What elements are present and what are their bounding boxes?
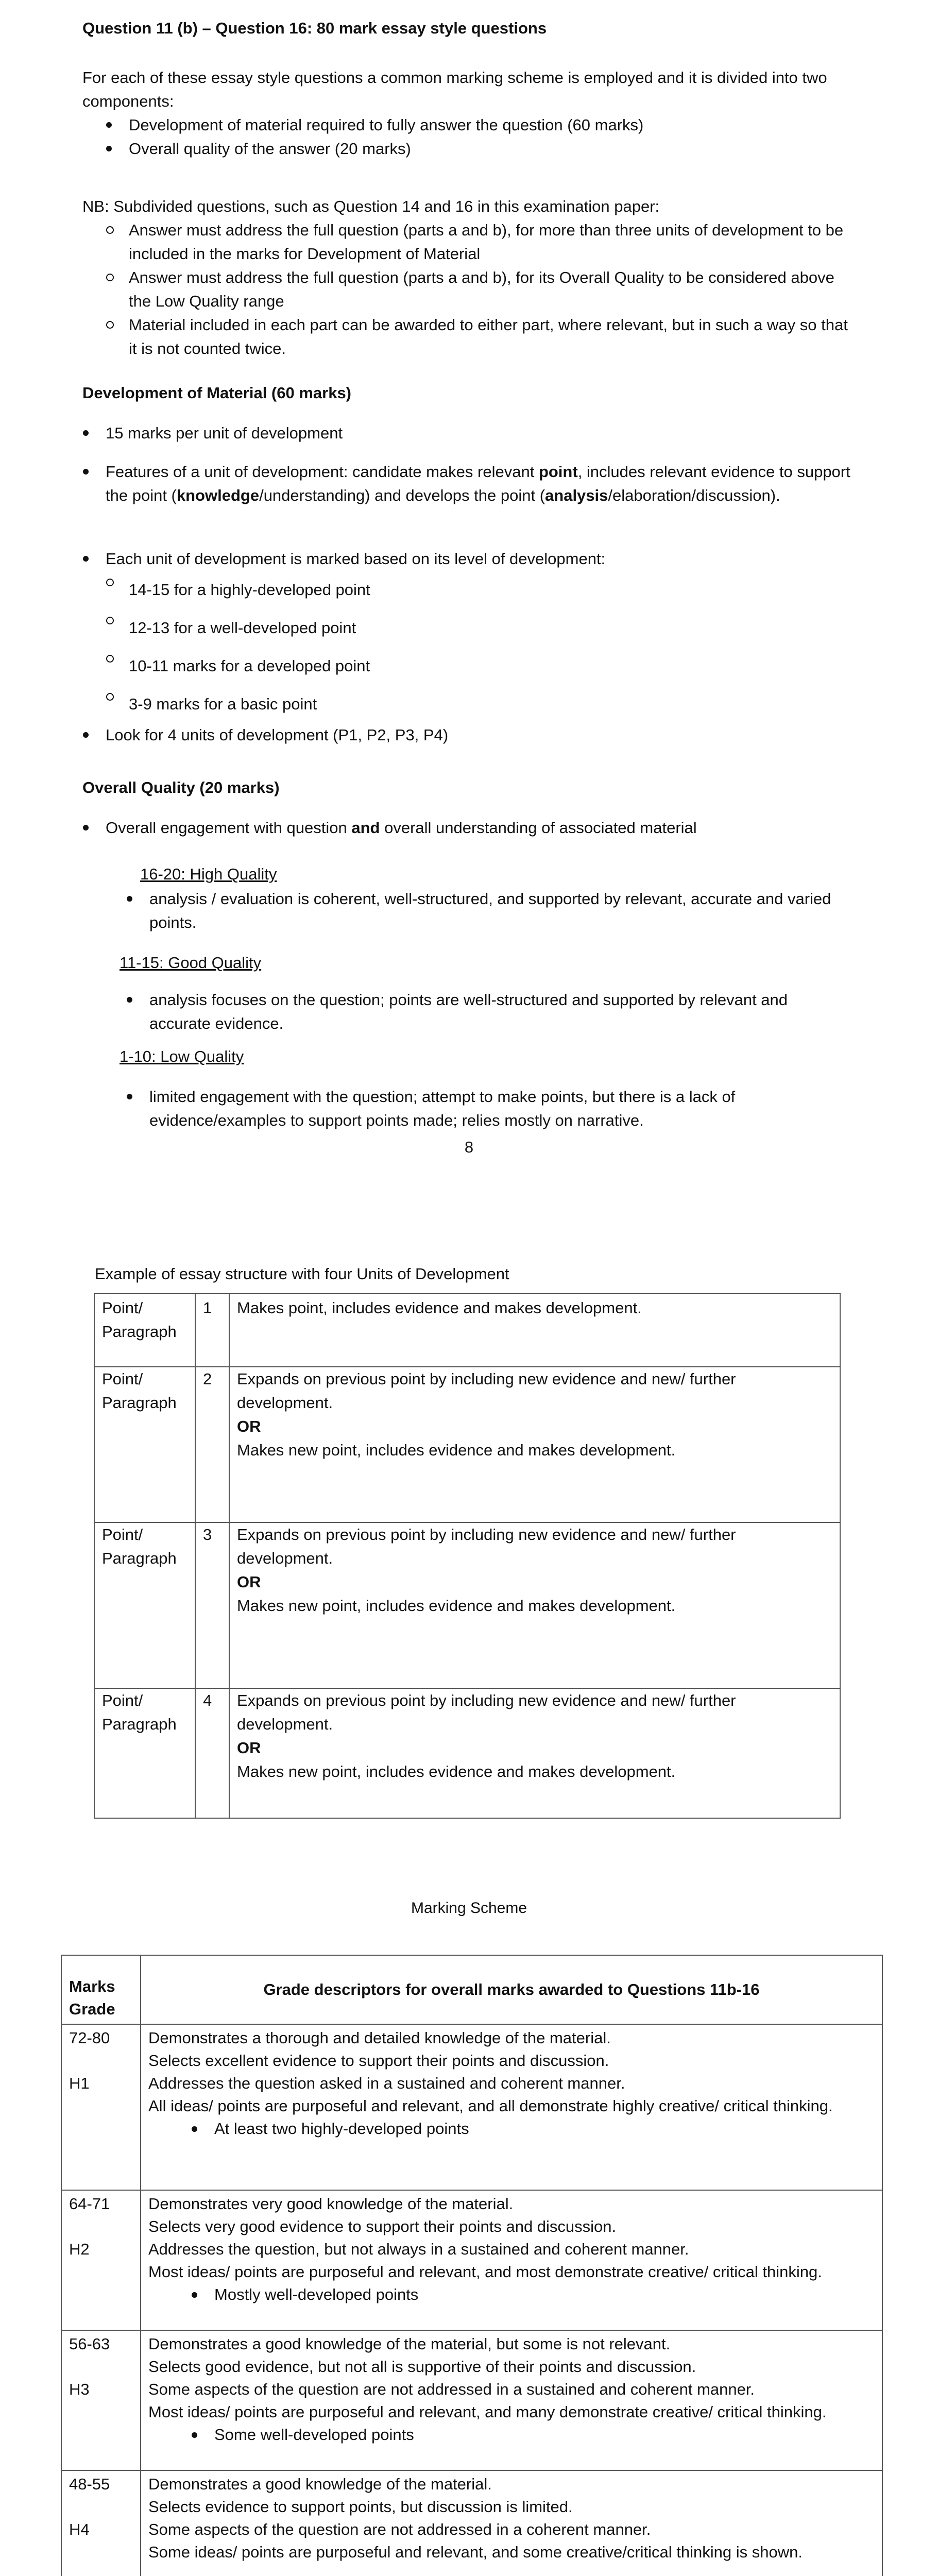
table-row (61, 2190, 882, 2330)
units-list (106, 723, 852, 747)
point-number: 2 (195, 1367, 229, 1522)
intro-paragraph: For each of these essay style questions a common marking scheme is employed and it is divided into two components: (82, 69, 827, 110)
marks-cell: 72-80 H1 (61, 2024, 141, 2190)
list-item: Answer must address the full question (parts a and b), for more than three units of development to be included in the marks for Development of Material (129, 218, 850, 266)
point-label: Point/ Paragraph (94, 1688, 195, 1818)
page-number: 8 (464, 1138, 474, 1156)
table-row (94, 1688, 840, 1818)
marks-cell: 64-71 H2 (61, 2190, 141, 2330)
list-item: Mostly well-developed points (214, 2283, 875, 2306)
table-row (61, 2470, 882, 2576)
example-title: Example of essay structure with four Units of Development (95, 1265, 509, 1283)
overall-list (106, 816, 852, 840)
descriptors-header: Grade descriptors for overall marks awarded to Questions 11b-16 (141, 1955, 882, 2024)
point-label: Point/ Paragraph (94, 1294, 195, 1367)
good-quality-list (149, 988, 840, 1036)
point-label: Point/ Paragraph (94, 1367, 195, 1522)
list-item: Answer must address the full question (parts a and b), for its Overall Quality to be considered above the Low Quality range (129, 266, 850, 313)
table-row (94, 1522, 840, 1688)
list-item: limited engagement with the question; attempt to make points, but there is a lack of evidence/examples to support points made; relies mostly on narrative. (149, 1085, 840, 1132)
development-unit-features (106, 460, 852, 507)
descriptor-cell: Demonstrates a thorough and detailed knowledge of the material. Selects excellent evidence to support their points and discussion. Addresses the question asked in a sustained and coherent manner. All ideas/ points are purposeful and relevant, and all demonstrate highly creative/ critical thinking. At least two highly-developed points (141, 2024, 882, 2190)
descriptor-cell: Demonstrates a good knowledge of the material. Selects evidence to support points, but discussion is limited. Some aspects of the question are not addressed in a coherent manner. Some ideas/ points are purposeful and relevant, and some creative/critical thinking is shown. (141, 2470, 882, 2576)
descriptor-cell: Demonstrates very good knowledge of the material. Selects very good evidence to support their points and discussion. Addresses the question, but not always in a sustained and coherent manner. Most ideas/ points are purposeful and relevant, and most demonstrate creative/ critical thinking. Mostly well-developed points (141, 2190, 882, 2330)
development-heading: Development of Material (60 marks) (82, 384, 352, 402)
level-item: 14-15 for a highly-developed point (129, 571, 850, 609)
list-item: Overall engagement with question and overall understanding of associated material (106, 816, 852, 840)
list-item: analysis / evaluation is coherent, well-structured, and supported by relevant, accurate and varied points. (149, 887, 840, 935)
page-header-clip (0, 1900, 938, 1920)
components-list (129, 113, 850, 161)
high-quality-list (149, 887, 840, 935)
high-quality-label: 16-20: High Quality (140, 865, 277, 883)
nb-list (129, 218, 850, 361)
point-description: Expands on previous point by including new evidence and new/ further development. OR Makes new point, includes evidence and makes development. (229, 1688, 840, 1818)
list-item: At least two highly-developed points (214, 2117, 875, 2140)
marks-cell: 48-55 H4 (61, 2470, 141, 2576)
overall-heading: Overall Quality (20 marks) (82, 778, 280, 796)
level-item: 10-11 marks for a developed point (129, 647, 850, 685)
good-quality-label: 11-15: Good Quality (120, 954, 262, 972)
section-title: Question 11 (b) – Question 16: 80 mark essay style questions (82, 19, 547, 37)
page-header: Marking Scheme (411, 1900, 527, 1917)
point-description: Makes point, includes evidence and makes development. (229, 1294, 840, 1367)
list-item: Some well-developed points (214, 2424, 875, 2446)
level-item: 12-13 for a well-developed point (129, 609, 850, 647)
point-number: 3 (195, 1522, 229, 1688)
marks-cell: 56-63 H3 (61, 2330, 141, 2470)
list-item: Material included in each part can be awarded to either part, where relevant, but in such a way so that it is not counted twice. (129, 313, 850, 361)
low-quality-label: 1-10: Low Quality (120, 1047, 244, 1065)
list-item: Features of a unit of development: candidate makes relevant point, includes relevant evidence to support the point (knowledge/understanding) and develops the point (analysis/elaboration/discussion). (106, 460, 852, 507)
list-item: Overall quality of the answer (20 marks) (129, 137, 850, 161)
point-number: 4 (195, 1688, 229, 1818)
point-description: Expands on previous point by including new evidence and new/ further development. OR Makes new point, includes evidence and makes development. (229, 1522, 840, 1688)
table-row (61, 2330, 882, 2470)
list-item: Look for 4 units of development (P1, P2, P3, P4) (106, 723, 852, 747)
list-item: Each unit of development is marked based on its level of development: (106, 547, 852, 571)
example-table (94, 1293, 841, 1819)
descriptor-cell: Demonstrates a good knowledge of the material, but some is not relevant. Selects good evidence, but not all is supportive of their points and discussion. Some aspects of the question are not addressed in a sustained and coherent manner. Most ideas/ points are purposeful and relevant, and many demonstrate creative/ critical thinking. Some well-developed points (141, 2330, 882, 2470)
table-row (61, 2024, 882, 2190)
table-header-row (61, 1955, 882, 2024)
grade-descriptor-table (61, 1955, 883, 2576)
point-description: Expands on previous point by including new evidence and new/ further development. OR Makes new point, includes evidence and makes development. (229, 1367, 840, 1522)
levels-list (129, 571, 850, 723)
low-quality-list (149, 1085, 840, 1132)
table-row (94, 1367, 840, 1522)
point-label: Point/ Paragraph (94, 1522, 195, 1688)
level-item: 3-9 marks for a basic point (129, 685, 850, 723)
list-item: Development of material required to fully answer the question (60 marks) (129, 113, 850, 137)
marks-grade-header: Marks Grade (61, 1955, 141, 2024)
point-number: 1 (195, 1294, 229, 1367)
development-levels-intro (106, 547, 852, 571)
development-list (106, 421, 852, 445)
list-item: analysis focuses on the question; points are well-structured and supported by relevant and accurate evidence. (149, 988, 840, 1036)
list-item: 15 marks per unit of development (106, 421, 852, 445)
nb-title: NB: Subdivided questions, such as Question 14 and 16 in this examination paper: (82, 197, 660, 215)
table-row (94, 1294, 840, 1367)
